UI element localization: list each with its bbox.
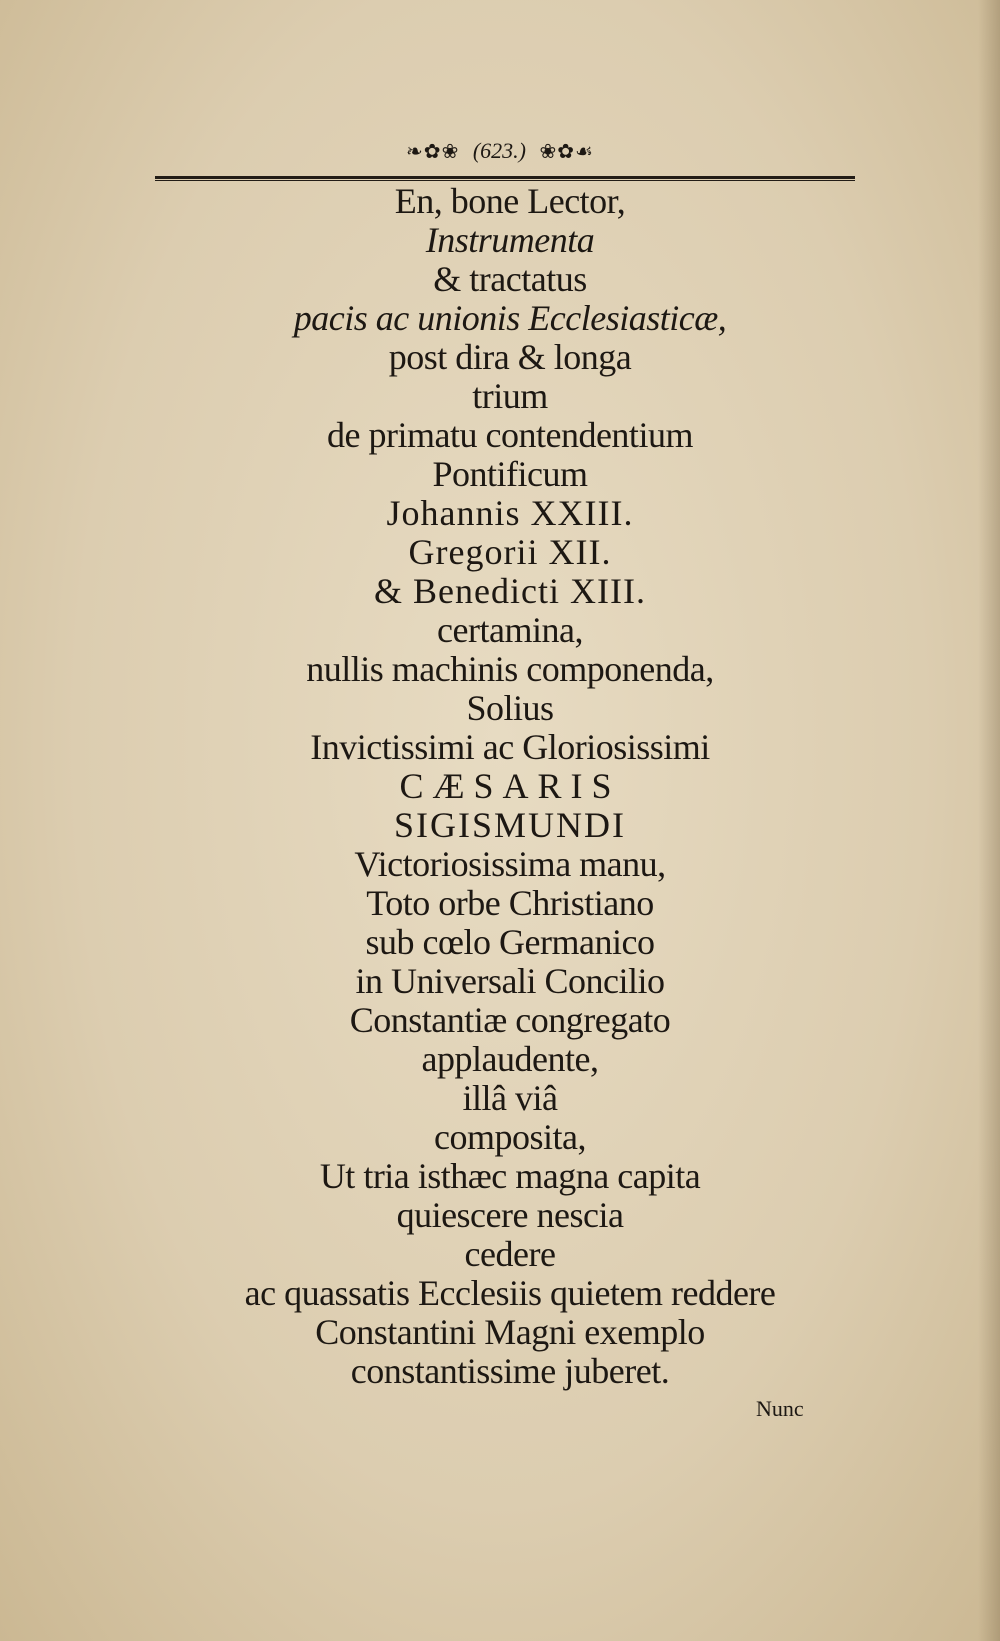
text-line: quiescere nescia — [396, 1195, 624, 1235]
catchword: Nunc — [756, 1396, 804, 1421]
page-header — [0, 136, 1000, 167]
text-line: ac quassatis Ecclesiis quietem reddere — [244, 1273, 776, 1313]
text-line: sub cœlo Germanico — [365, 922, 655, 962]
text-line: Invictissimi ac Gloriosissimi — [310, 727, 710, 767]
text-line: cedere — [464, 1234, 556, 1274]
text-line: Solius — [466, 688, 554, 728]
text-line: Toto orbe Christiano — [366, 883, 654, 923]
text-line: Ut tria isthæc magna capita — [319, 1156, 701, 1196]
text-line: Johannis XXIII. — [386, 493, 634, 533]
text-line: nullis machinis componenda, — [306, 649, 714, 689]
text-line: Pontificum — [432, 454, 588, 494]
text-line: applaudente, — [421, 1039, 599, 1079]
ornament-left-icon: ❧✿❀ — [406, 141, 460, 163]
page-number: (623.) — [472, 138, 526, 163]
text-line: Gregorii XII. — [408, 532, 612, 572]
text-line: En, bone Lector, — [394, 181, 626, 221]
text-line: & tractatus — [433, 259, 587, 299]
body-text — [210, 182, 810, 1391]
text-line: composita, — [434, 1117, 586, 1157]
text-line: SIGISMUNDI — [393, 805, 626, 845]
text-line: Constantiæ congregato — [349, 1000, 671, 1040]
text-line: constantissime juberet. — [350, 1351, 670, 1391]
text-line: trium — [472, 376, 548, 416]
text-line: pacis ac unionis Ecclesiasticæ, — [293, 298, 727, 338]
text-line: certamina, — [437, 610, 583, 650]
text-line: illâ viâ — [462, 1078, 558, 1118]
text-line: post dira & longa — [388, 337, 632, 377]
text-line: Constantini Magni exemplo — [315, 1312, 705, 1352]
ornament-right-icon: ❀✿☙ — [539, 141, 594, 163]
page-edge-shadow — [978, 0, 1000, 1641]
text-line: Instrumenta — [425, 220, 595, 260]
text-line: Victoriosissima manu, — [354, 844, 666, 884]
header-rule — [155, 176, 855, 179]
text-line: & Benedicti XIII. — [374, 571, 646, 611]
text-line: de primatu contendentium — [327, 415, 693, 455]
text-line: CÆSARIS — [399, 766, 621, 806]
text-line: in Universali Concilio — [355, 961, 665, 1001]
